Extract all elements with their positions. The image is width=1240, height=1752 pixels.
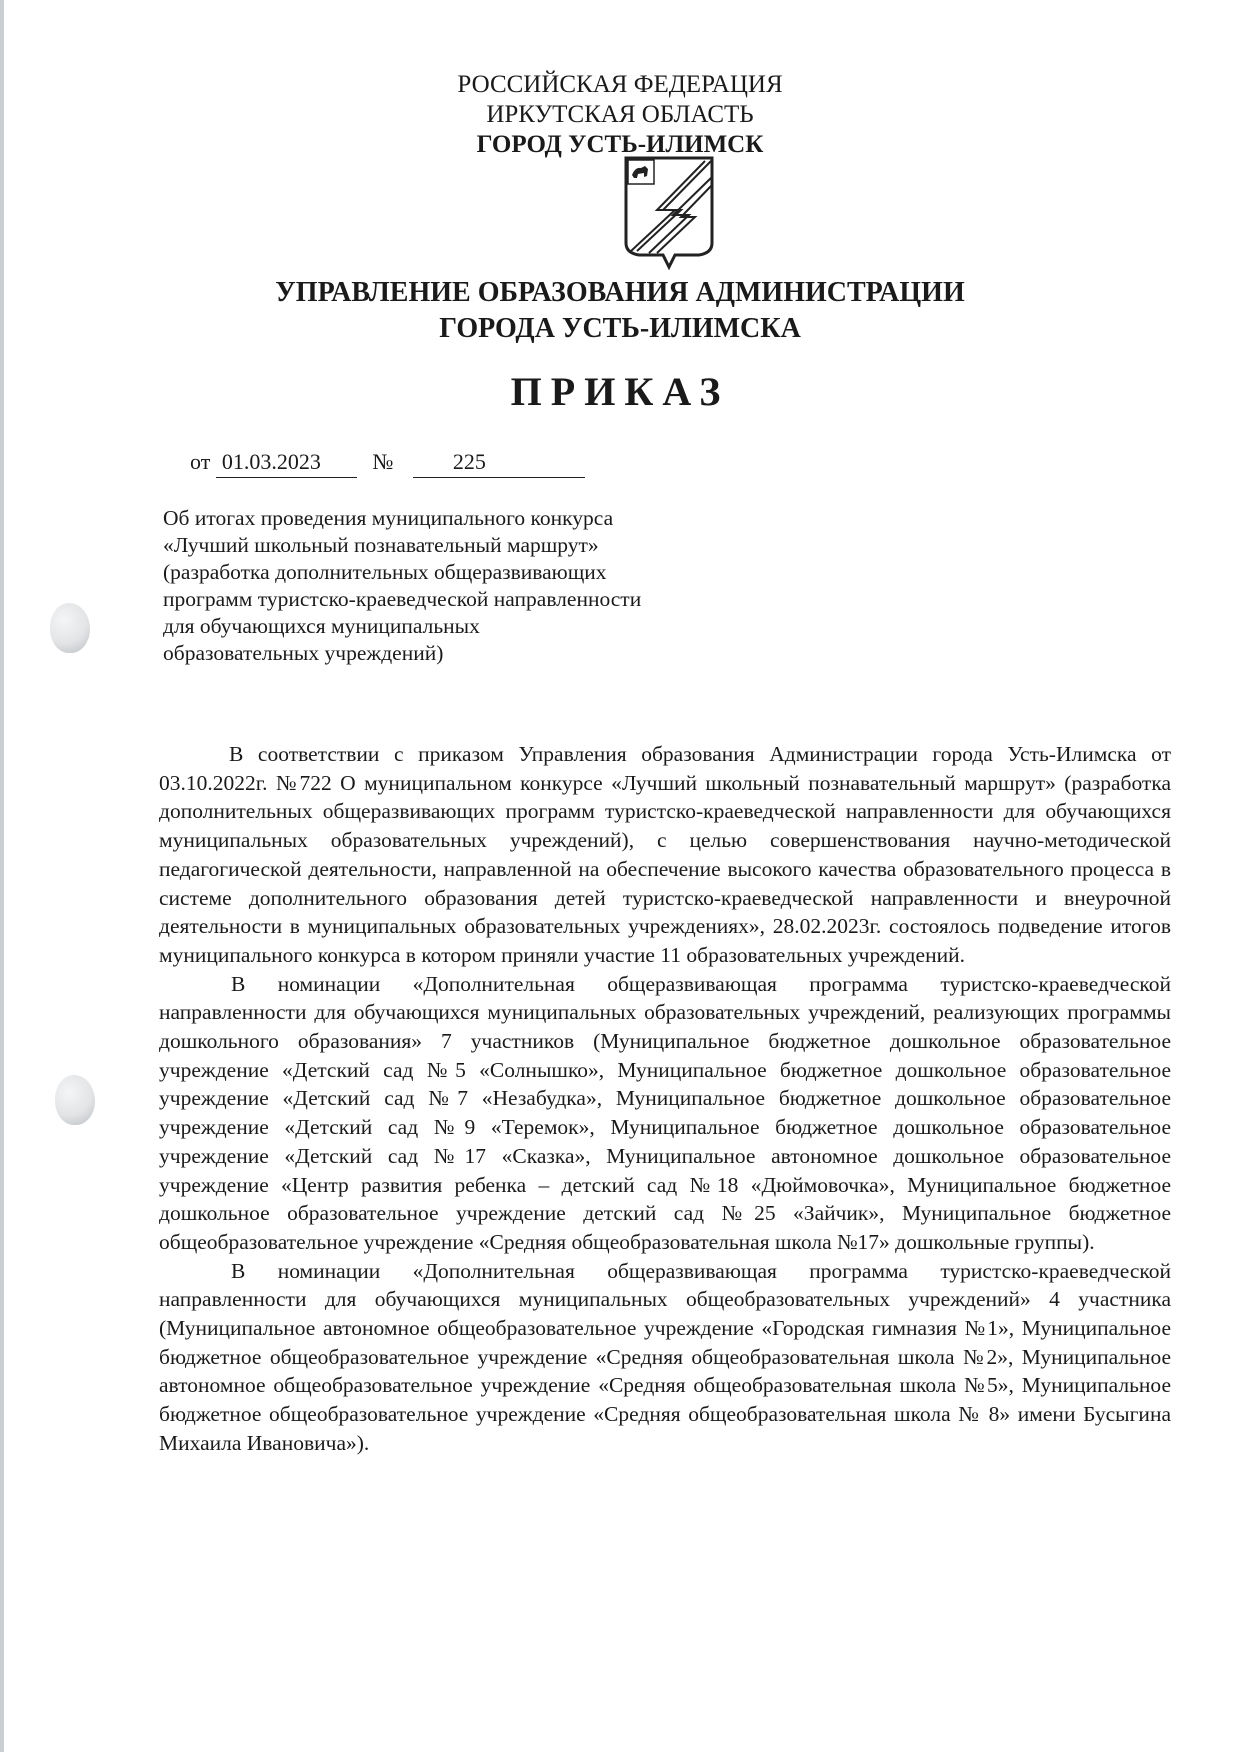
subject-line: «Лучший школьный познавательный маршрут» <box>163 533 599 557</box>
department-name-line: УПРАВЛЕНИЕ ОБРАЗОВАНИЯ АДМИНИСТРАЦИИ <box>275 277 965 308</box>
order-subject <box>163 505 743 667</box>
city-coat-of-arms-icon <box>623 155 715 270</box>
order-number-label: № <box>372 449 394 474</box>
document-header <box>0 70 1240 160</box>
subject-line: образовательных учреждений) <box>163 641 444 665</box>
department-name-line: ГОРОДА УСТЬ-ИЛИМСКА <box>439 313 801 344</box>
scan-left-edge <box>0 0 4 1752</box>
order-date-label: от <box>190 449 211 474</box>
subject-line: (разработка дополнительных общеразвивающих <box>163 560 607 584</box>
subject-line: Об итогах проведения муниципального конкурса <box>163 506 614 530</box>
punch-hole-mark <box>50 603 90 653</box>
city-name: ГОРОД УСТЬ-ИЛИМСК <box>476 131 764 158</box>
order-body <box>159 740 1171 1458</box>
body-paragraph: В номинации «Дополнительная общеразвивающая программа туристско-краеведческой направленности для обучающихся муниципальных общеобразовательных учреждений» 4 участника (Муниципальное автономное общеобразовательное учреждение «Городская гимназия №1», Муниципальное бюджетное общеобразовательное учреждение «Средняя общеобразовательная школа №2», Муниципальное автономное общеобразовательное учреждение «Средняя общеобразовательная школа №5», Муниципальное бюджетное общеобразовательное учреждение «Средняя общеобразовательная школа № 8» имени Бусыгина Михаила Ивановича»). <box>159 1258 1171 1455</box>
order-title: ПРИКАЗ <box>510 369 730 414</box>
subject-line: программ туристско-краеведческой направленности <box>163 587 642 611</box>
order-date: 01.03.2023 <box>216 447 357 478</box>
subject-line: для обучающихся муниципальных <box>163 614 480 638</box>
body-paragraph: В номинации «Дополнительная общеразвивающая программа туристско-краеведческой направленности для обучающихся муниципальных образовательных учреждений, реализующих программы дошкольного образования» 7 участников (Муниципальное бюджетное дошкольное образовательное учреждение «Детский сад №5 «Солнышко», Муниципальное бюджетное дошкольное образовательное учреждение «Детский сад №7 «Незабудка», Муниципальное бюджетное дошкольное образовательное учреждение «Детский сад №9 «Теремок», Муниципальное бюджетное дошкольное образовательное учреждение «Детский сад №17 «Сказка», Муниципальное автономное дошкольное образовательное учреждение «Центр развития ребенка – детский сад №18 «Дюймовочка», Муниципальное бюджетное дошкольное образовательное учреждение детский сад №25 «Зайчик», Муниципальное бюджетное общеобразовательное учреждение «Средняя общеобразовательная школа №17» дошкольные группы). <box>159 971 1171 1254</box>
punch-hole-mark <box>55 1075 95 1125</box>
order-meta <box>190 447 585 478</box>
region-name: ИРКУТСКАЯ ОБЛАСТЬ <box>486 101 754 128</box>
department-name <box>0 275 1240 347</box>
order-number: 225 <box>413 447 585 478</box>
country-name: РОССИЙСКАЯ ФЕДЕРАЦИЯ <box>457 71 783 98</box>
body-paragraph: В соответствии с приказом Управления образования Администрации города Усть-Илимска от 03.10.2022г. №722 О муниципальном конкурсе «Лучший школьный познавательный маршрут» (разработка дополнительных общеразвивающих программ туристско-краеведческой направленности для обучающихся муниципальных образовательных учреждений), с целью совершенствования научно-методической педагогической деятельности, направленной на обеспечение высокого качества образовательного процесса в системе дополнительного образования детей туристско-краеведческой направленности и внеурочной деятельности в муниципальных образовательных учреждениях», 28.02.2023г. состоялось подведение итогов муниципального конкурса в котором приняли участие 11 образовательных учреждений. <box>159 742 1171 967</box>
